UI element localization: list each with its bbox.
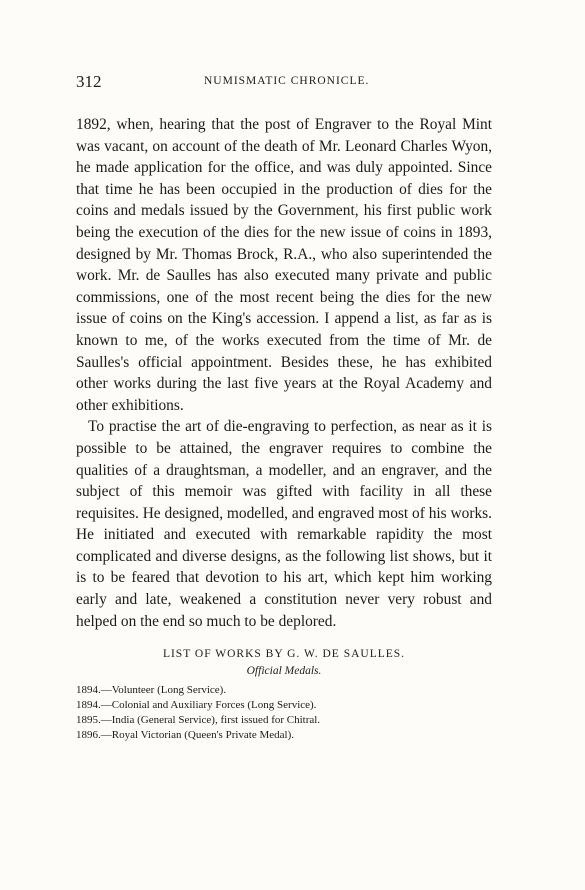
list-heading: LIST OF WORKS BY G. W. DE SAULLES.	[162, 648, 406, 661]
page-number: 312	[76, 72, 102, 91]
paragraph-1: 1892, when, hearing that the post of Engraver to the Royal Mint was vacant, on account of the death of Mr. Leonard Charles Wyon, he made application for the office, and was duly appointed. Since that time he has been occupied in the production of dies for the coins and medals issued by the Government, his first public work being the execution of the dies for the new issue of coins in 1893, designed by Mr. Thomas Brock, R.A., who also superintended the work. Mr. de Saulles has also executed many private and public commissions, one of the most recent being the dies for the new issue of coins on the King's accession. I append a list, as far as is known to me, of the works executed from the time of Mr. de Saulles's official appointment. Besides these, he has exhibited other works during the last five years at the Royal Academy and other exhibitions.	[76, 116, 492, 414]
journal-title: NUMISMATIC CHRONICLE.	[204, 75, 370, 87]
list-item: 1894.—Colonial and Auxiliary Forces (Long Service).	[76, 699, 317, 712]
list-item: 1894.—Volunteer (Long Service).	[76, 684, 227, 697]
list-item: 1896.—Royal Victorian (Queen's Private Medal).	[76, 728, 295, 741]
list-item: 1895.—India (General Service), first issued for Chitral.	[76, 713, 321, 726]
list-subheading: Official Medals.	[246, 665, 322, 678]
works-list	[76, 683, 492, 742]
page	[76, 72, 492, 742]
running-head	[76, 72, 492, 96]
paragraph-2: To practise the art of die-engraving to perfection, as near as it is possible to be attained, the engraver requires to combine the qualities of a draughtsman, a modeller, and an engraver, and the subject of this memoir was gifted with facility in all these requisites. He designed, modelled, and engraved most of his works. He initiated and executed with remarkable rapidity the most complicated and diverse designs, as the following list shows, but it is to be feared that devotion to his art, which kept him working early and late, weakened a constitution never very robust and helped on the end so much to be deplored.	[76, 418, 492, 630]
body-text	[76, 114, 492, 632]
